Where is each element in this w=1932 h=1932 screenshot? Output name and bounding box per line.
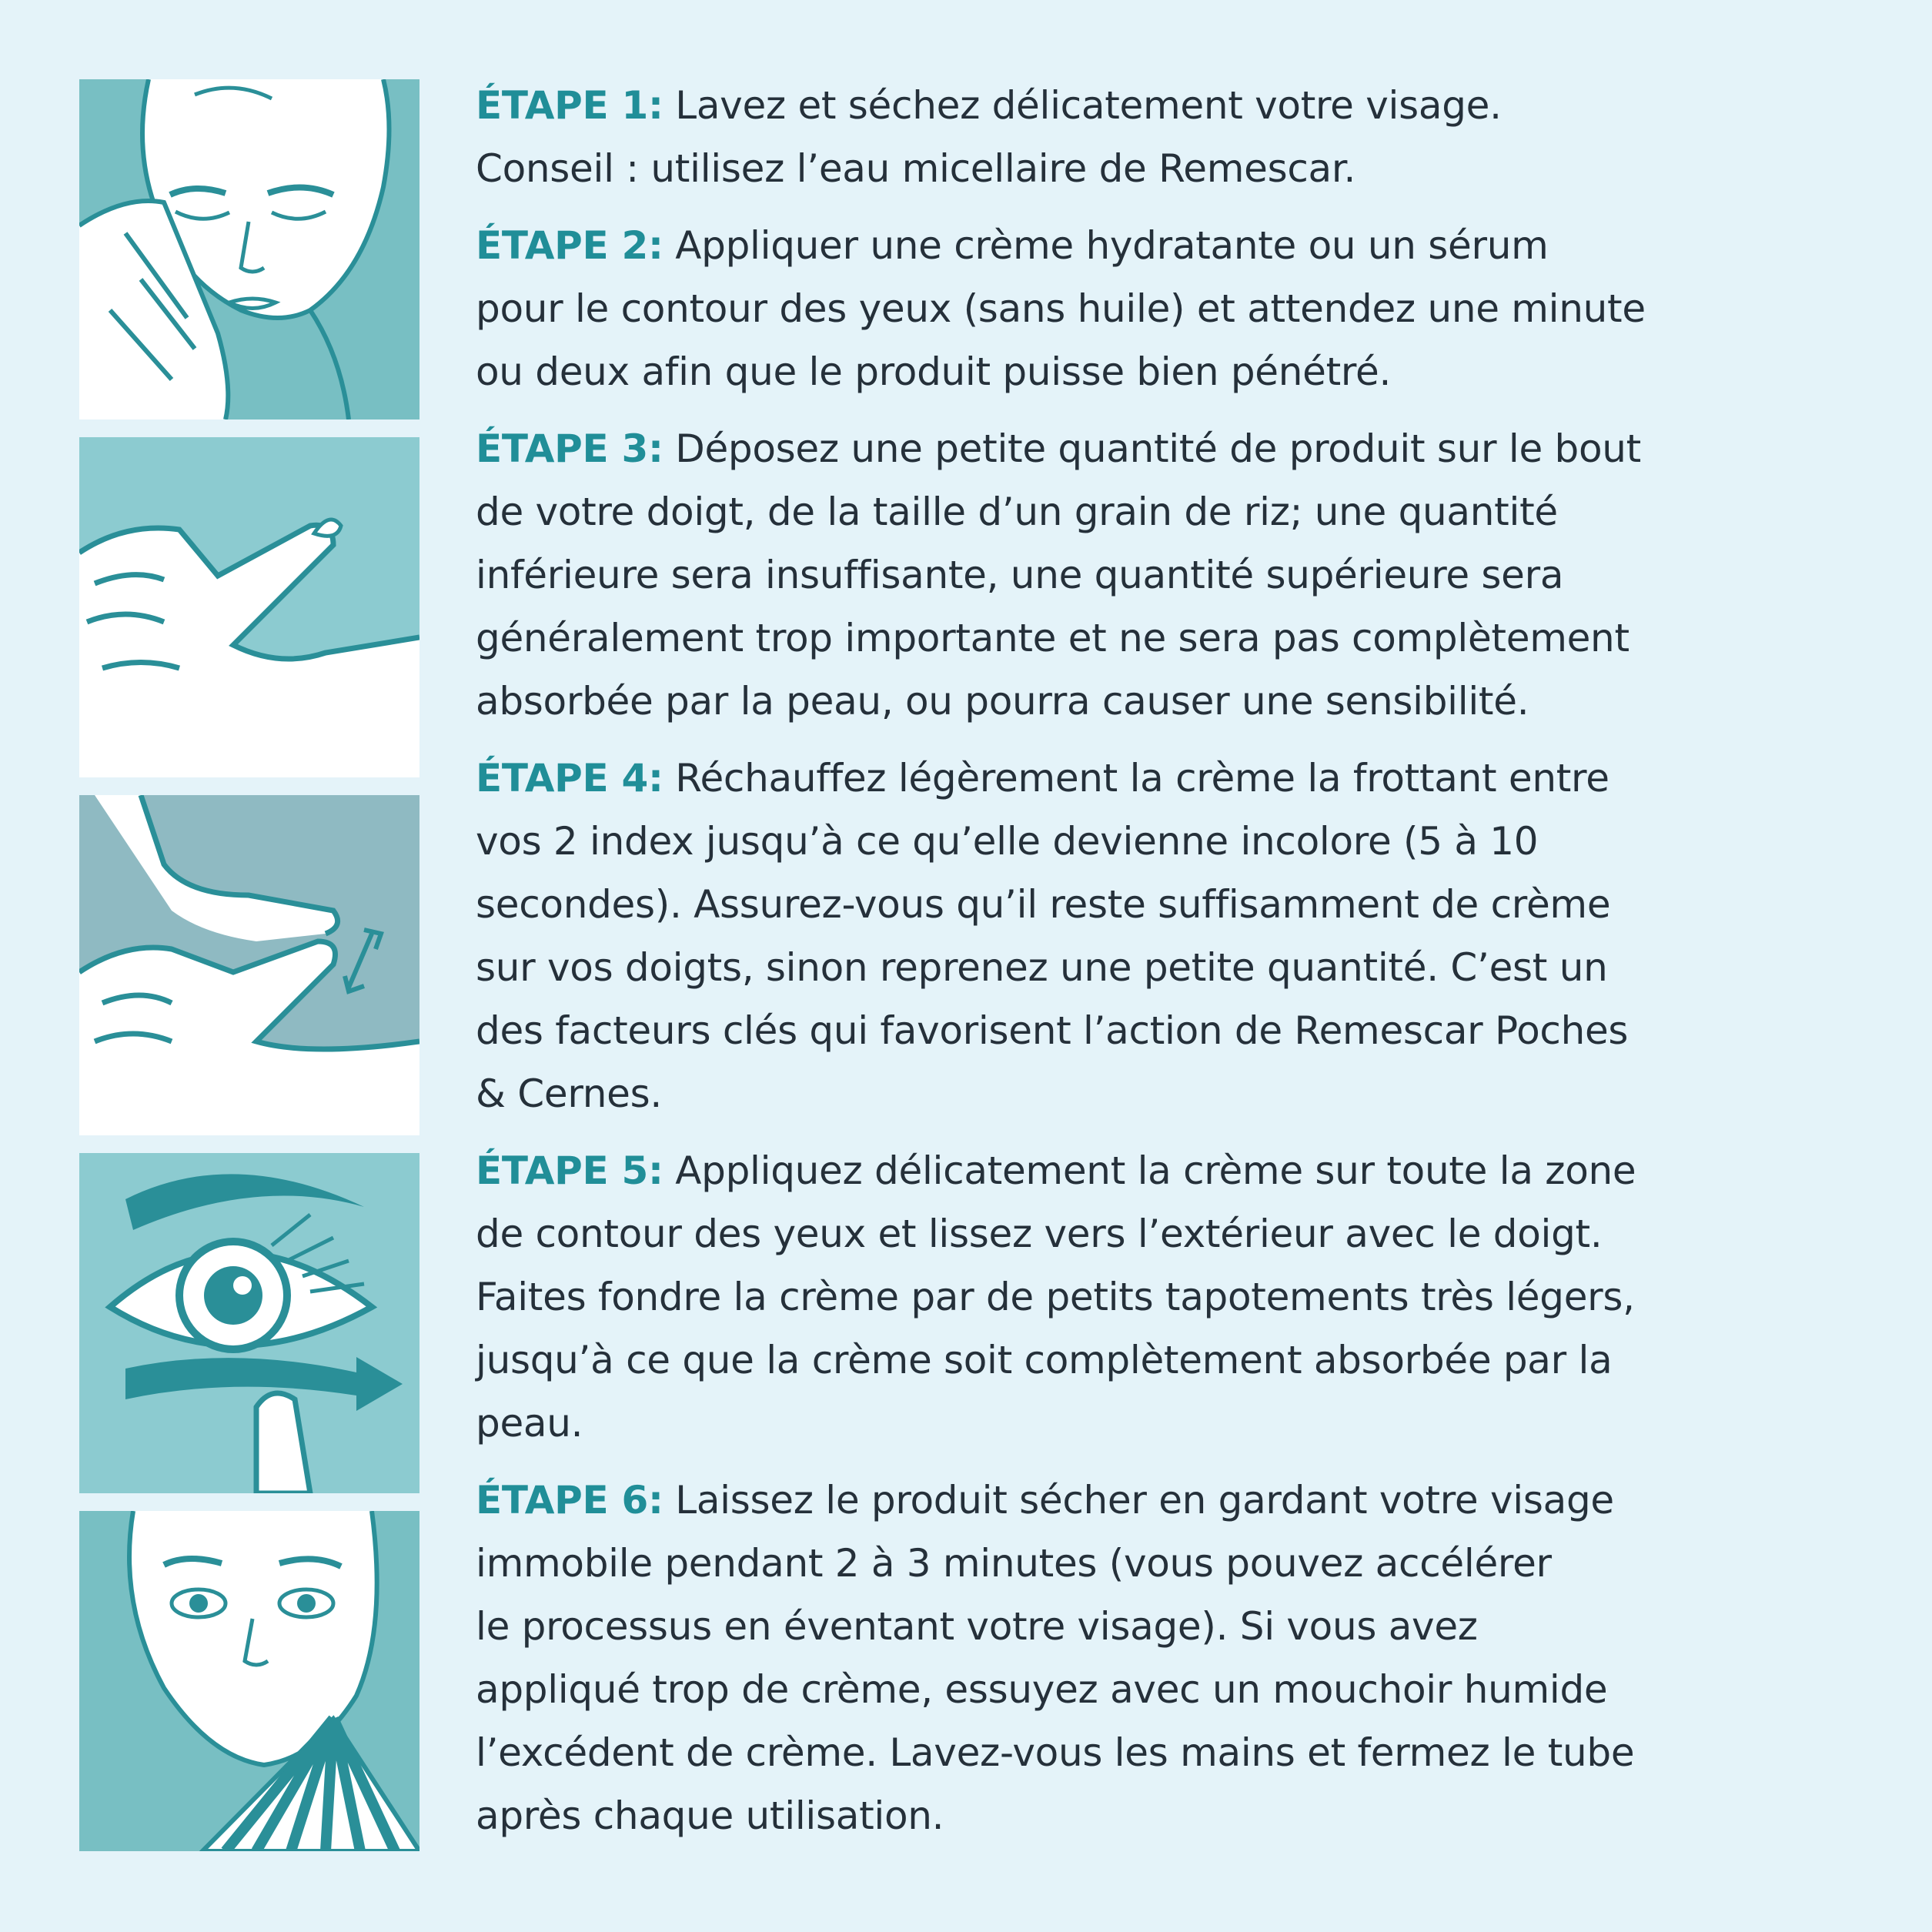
eye-apply-illustration — [79, 1153, 419, 1493]
step-label: ÉTAPE 5: — [476, 1148, 663, 1193]
step-text: le processus en éventant votre visage). Si vous avez — [476, 1604, 1478, 1649]
step-text: Appliquez délicatement la crème sur toute la zone — [675, 1148, 1636, 1193]
fingertip-cream-illustration — [79, 437, 419, 777]
step-label: ÉTAPE 4: — [476, 756, 663, 801]
step-label: ÉTAPE 3: — [476, 426, 663, 471]
step-text: ou deux afin que le produit puisse bien pénétré. — [476, 349, 1392, 394]
step-text: l’excédent de crème. Lavez-vous les mains et fermez le tube — [476, 1730, 1635, 1775]
step-text: après chaque utilisation. — [476, 1793, 944, 1838]
step-text: de votre doigt, de la taille d’un grain de riz; une quantité — [476, 490, 1558, 534]
step-text: peau. — [476, 1401, 583, 1446]
instructions — [476, 74, 1861, 1861]
step-text: Conseil : utilisez l’eau micellaire de Remescar. — [476, 146, 1356, 191]
step-text: jusqu’à ce que la crème soit complètement absorbée par la — [476, 1338, 1613, 1382]
face-wipe-illustration — [79, 79, 419, 419]
step-label: ÉTAPE 1: — [476, 83, 663, 128]
step-text: pour le contour des yeux (sans huile) et attendez une minute — [476, 286, 1646, 331]
step-text: absorbée par la peau, ou pourra causer une sensibilité. — [476, 679, 1529, 724]
step-5 — [476, 1139, 1861, 1455]
step-label: ÉTAPE 2: — [476, 223, 663, 268]
step-text: secondes). Assurez-vous qu’il reste suffisamment de crème — [476, 882, 1611, 927]
step-2 — [476, 214, 1861, 403]
step-text: Appliquer une crème hydratante ou un sérum — [675, 223, 1549, 268]
step-text: des facteurs clés qui favorisent l’action de Remescar Poches — [476, 1008, 1629, 1053]
step-3 — [476, 417, 1861, 733]
step-text: Déposez une petite quantité de produit sur le bout — [675, 426, 1641, 471]
step-text: Faites fondre la crème par de petits tapotements très légers, — [476, 1275, 1635, 1319]
step-text: Réchauffez légèrement la crème la frottant entre — [675, 756, 1609, 801]
step-text: de contour des yeux et lissez vers l’extérieur avec le doigt. — [476, 1212, 1603, 1256]
step-text: généralement trop importante et ne sera pas complètement — [476, 616, 1629, 660]
step-text: sur vos doigts, sinon reprenez une petite quantité. C’est un — [476, 945, 1608, 990]
face-fan-illustration — [79, 1511, 419, 1851]
step-text: vos 2 index jusqu’à ce qu’elle devienne incolore (5 à 10 — [476, 819, 1539, 864]
step-text: immobile pendant 2 à 3 minutes (vous pouvez accélérer — [476, 1541, 1552, 1586]
step-6 — [476, 1469, 1861, 1847]
step-4 — [476, 747, 1861, 1125]
fingers-rub-illustration — [79, 795, 419, 1135]
step-text: appliqué trop de crème, essuyez avec un mouchoir humide — [476, 1667, 1608, 1712]
step-text: inférieure sera insuffisante, une quantité supérieure sera — [476, 553, 1564, 597]
step-label: ÉTAPE 6: — [476, 1478, 663, 1523]
step-text: Laissez le produit sécher en gardant votre visage — [675, 1478, 1614, 1523]
step-text: & Cernes. — [476, 1071, 662, 1116]
step-1 — [476, 74, 1861, 200]
step-text: Lavez et séchez délicatement votre visage. — [675, 83, 1502, 128]
